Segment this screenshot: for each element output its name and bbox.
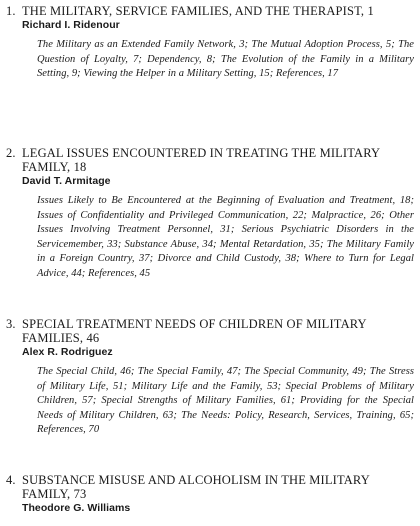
chapter-heading xyxy=(6,317,414,345)
chapter-entry-1 xyxy=(6,4,414,82)
chapter-entry-2 xyxy=(6,146,414,281)
chapter-number: 2. xyxy=(6,146,16,160)
chapter-heading xyxy=(6,4,414,18)
chapter-title: THE MILITARY, SERVICE FAMILIES, AND THE THERAPIST, 1 xyxy=(22,4,374,18)
chapter-entry-4 xyxy=(6,473,414,515)
chapter-number: 1. xyxy=(6,4,16,18)
chapter-entry-3 xyxy=(6,317,414,438)
chapter-heading xyxy=(6,146,414,174)
chapter-title: SUBSTANCE MISUSE AND ALCOHOLISM IN THE MILITARY FAMILY, 73 xyxy=(22,473,370,501)
chapter-section-list: Issues Likely to Be Encountered at the Beginning of Evaluation and Treatment, 18; Issues of Confidentiality and Privileged Communication, 22; Malpractice, 26; Other Issues Involving Treatment Personnel, 31; Serious Psychiatric Disorders in the Servicemember, 33; Substance Abuse, 34; Mental Retardation, 35; The Military Family in a Foreign Country, 37; Divorce and Child Custody, 38; Where to Turn for Legal Advice, 44; References, 45 xyxy=(37,195,414,279)
chapter-author: Richard I. Ridenour xyxy=(22,19,120,31)
chapter-number: 4. xyxy=(6,473,16,487)
chapter-author: Alex R. Rodriguez xyxy=(22,346,113,358)
chapter-title: LEGAL ISSUES ENCOUNTERED IN TREATING THE MILITARY FAMILY, 18 xyxy=(22,146,380,174)
chapter-section-list: The Special Child, 46; The Special Family, 47; The Special Community, 49; The Stress of Military Life, 51; Military Life and the Family, 53; Special Problems of Military Children, 57; Special Strengths of Military Families, 61; Providing for the Special Needs of Military Children, 63; The Needs: Policy, Research, Services, Training, 65; References, 70 xyxy=(37,366,414,435)
chapter-author: David T. Armitage xyxy=(22,175,111,187)
chapter-author: Theodore G. Williams xyxy=(22,502,131,514)
chapter-heading xyxy=(6,473,414,501)
chapter-number: 3. xyxy=(6,317,16,331)
chapter-section-list: The Military as an Extended Family Network, 3; The Mutual Adoption Process, 5; The Question of Loyalty, 7; Dependency, 8; The Evolution of the Family in a Military Setting, 9; Viewing the Helper in a Military Setting, 15; References, 17 xyxy=(37,39,414,79)
chapter-title: SPECIAL TREATMENT NEEDS OF CHILDREN OF MILITARY FAMILIES, 46 xyxy=(22,317,367,345)
